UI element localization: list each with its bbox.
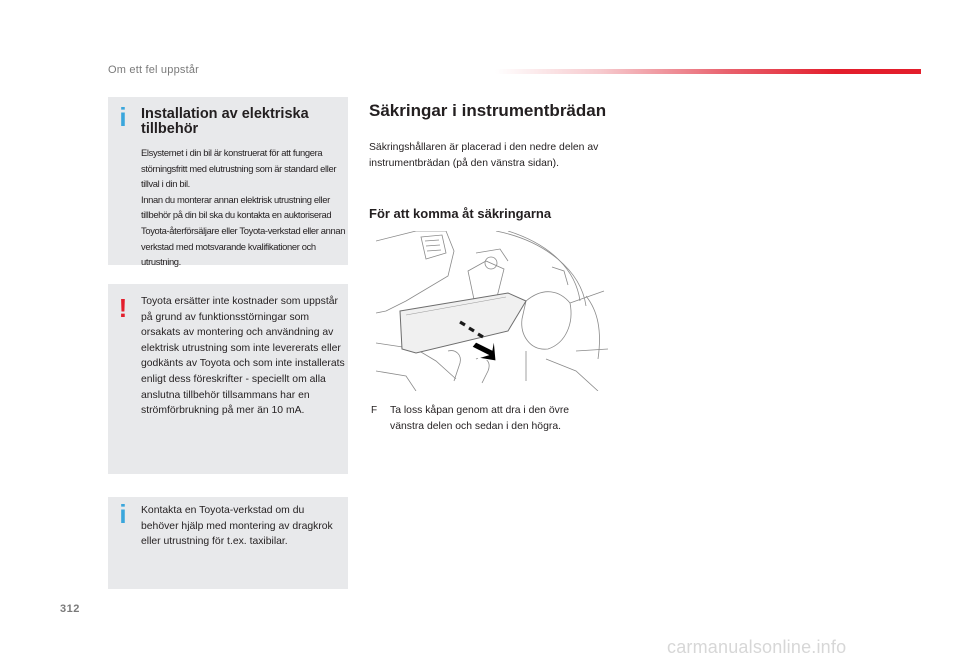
info-box-text — [141, 145, 346, 270]
section-subtitle: För att komma åt säkringarna — [369, 206, 552, 221]
info-box-body: Elsystemet i din bil är konstruerat för att fungera störningsfritt med elutrustning som är standard eller tillval i din bil. Innan du monterar annan elektrisk utrustning eller tillbehör på din bil ska du kontakta en auktoriserad Toyota-återförsäljare eller Toyota-verkstad eller annan verkstad med motsvarande kvalifikationer och utrustning. — [141, 147, 346, 268]
warning-icon: ! — [118, 293, 128, 323]
info-icon: i — [119, 499, 127, 529]
info-box-text: Kontakta en Toyota-verkstad om du behöver hjälp med montering av dragkrok eller utrustning för t.ex. taxibilar. — [141, 505, 333, 548]
fuse-cover-illustration — [376, 231, 609, 391]
info-box-title: Installation av elektriska tillbehör — [141, 106, 309, 137]
header-rule — [495, 69, 921, 74]
watermark: carmanualsonline.info — [667, 637, 847, 657]
page-number: 312 — [60, 603, 80, 615]
section-title: Om ett fel uppstår — [108, 64, 200, 76]
warning-text: Toyota ersätter inte kostnader som uppstår på grund av funktionsstörningar som orsakats av montering och användning av elektrisk utrustning som inte levererats eller godkänts av Toyota och som inte installerats enligt dess föreskrifter - speciellt om alla anslutna tillbehör tillsammans har en strömförbrukning på mer än 10 mA. — [141, 296, 345, 417]
page-title: Säkringar i instrumentbrädan — [369, 101, 607, 120]
step-text: Ta loss kåpan genom att dra i den övre vänstra delen och sedan i den högra. — [390, 405, 570, 432]
intro-paragraph: Säkringshållaren är placerad i den nedre delen av instrumentbrädan (på den vänstra sidan). — [369, 142, 599, 169]
info-icon: i — [119, 102, 127, 132]
step-marker: F — [371, 405, 378, 416]
